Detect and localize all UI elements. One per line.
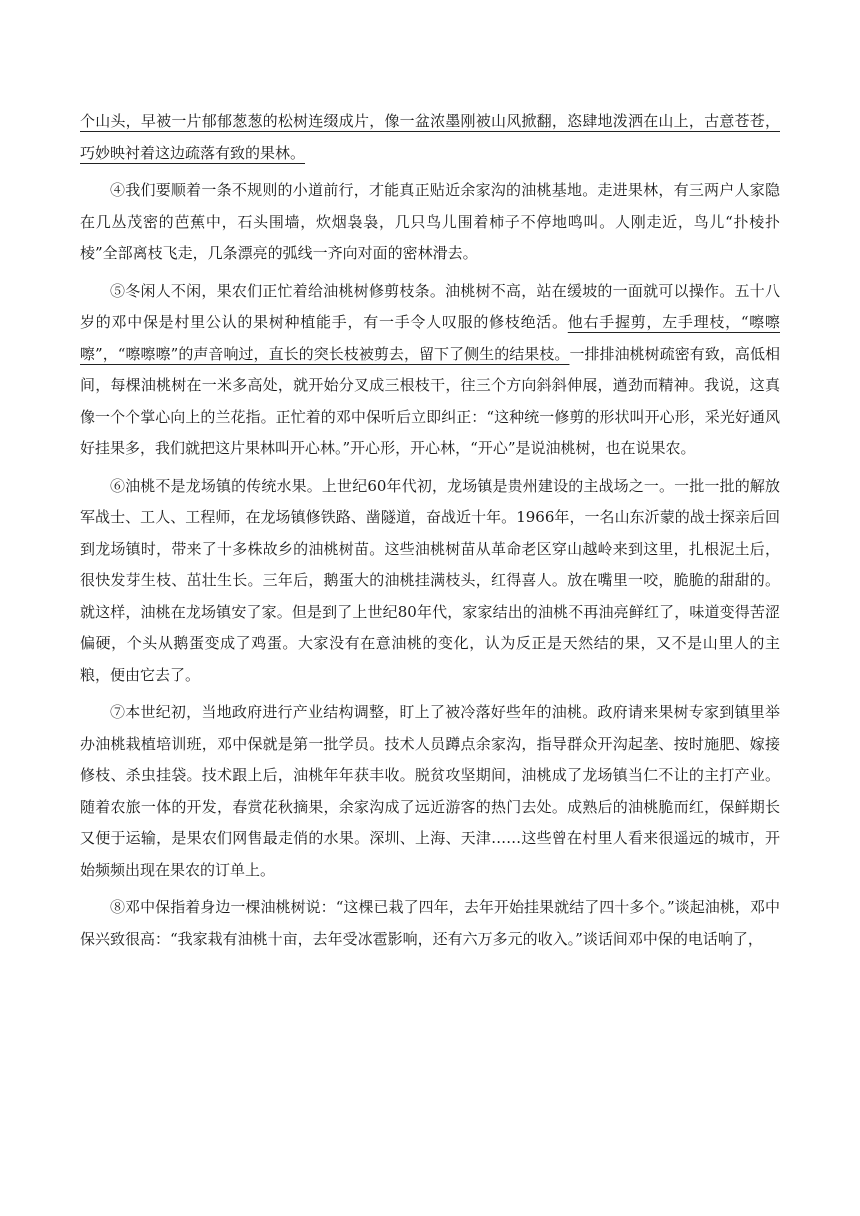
paragraph-text: ④我们要顺着一条不规则的小道前行，才能真正贴近余家沟的油桃基地。走进果林，有三两户人家隐在几丛茂密的芭蕉中，石头围墙，炊烟袅袅，几只鸟儿围着柿子不停地鸣叫。人刚走近，鸟儿“扑棱扑棱”全部离枝飞走，几条漂亮的弧线一齐向对面的密林滑去。 <box>80 181 780 262</box>
paragraph-text-tail: 一排排油桃树疏密有致，高低相间，每棵油桃树在一米多高处，就开始分叉成三根枝干，往三个方向斜斜伸展，遒劲而精神。我说，这真像一个个掌心向上的兰花指。正忙着的邓中保听后立即纠正：“这种统一修剪的形状叫开心形，采光好通风好挂果多，我们就把这片果林叫开心林。”开心形，开心林，“开心”是说油桃树，也在说果农。 <box>80 344 780 457</box>
paragraph-text: ⑥油桃不是龙场镇的传统水果。上世纪60年代初，龙场镇是贵州建设的主战场之一。一批一批的解放军战士、工人、工程师，在龙场镇修铁路、凿隧道，奋战近十年。1966年，一名山东沂蒙的战士探亲后回到龙场镇时，带来了十多株故乡的油桃树苗。这些油桃树苗从革命老区穿山越岭来到这里，扎根泥土后，很快发芽生枝、茁壮生长。三年后，鹅蛋大的油桃挂满枝头，红得喜人。放在嘴里一咬，脆脆的甜甜的。就这样，油桃在龙场镇安了家。但是到了上世纪80年代，家家结出的油桃不再油亮鲜红了，味道变得苦涩偏硬，个头从鹅蛋变成了鸡蛋。大家没有在意油桃的变化，认为反正是天然结的果，又不是山里人的主粮，便由它去了。 <box>80 476 780 684</box>
paragraph-3-continued <box>80 106 780 169</box>
article-body <box>80 106 780 961</box>
paragraph-8 <box>80 892 780 955</box>
paragraph-text: ⑦本世纪初，当地政府进行产业结构调整，盯上了被冷落好些年的油桃。政府请来果树专家到镇里举办油桃栽植培训班，邓中保就是第一批学员。技术人员蹲点余家沟，指导群众开沟起垄、按时施肥、嫁接修枝、杀虫挂袋。技术跟上后，油桃年年获丰收。脱贫攻坚期间，油桃成了龙场镇当仁不让的主打产业。随着农旅一体的开发，春赏花秋摘果，余家沟成了远近游客的热门去处。成熟后的油桃脆而红，保鲜期长又便于运输，是果农们网售最走俏的水果。深圳、上海、天津……这些曾在村里人看来很遥远的城市，开始频频出现在果农的订单上。 <box>80 703 780 879</box>
paragraph-text: ⑧邓中保指着身边一棵油桃树说：“这棵已栽了四年，去年开始挂果就结了四十多个。”谈起油桃，邓中保兴致很高：“我家栽有油桃十亩，去年受冰雹影响，还有六万多元的收入。”谈话间邓中保的电话响了， <box>80 898 780 948</box>
underlined-passage: 他右手握剪，左手理枝，“嚓嚓嚓”，“嚓嚓嚓”的声音响过，直长的突长枝被剪去，留下了侧生的结果枝。 <box>80 313 780 363</box>
paragraph-4 <box>80 175 780 270</box>
underlined-passage: 个山头，早被一片郁郁葱葱的松树连缀成片，像一盆浓墨刚被山风掀翻，恣肆地泼洒在山上，古意苍苍，巧妙映衬着这边疏落有致的果林。 <box>80 112 780 162</box>
paragraph-5 <box>80 276 780 465</box>
paragraph-text: ⑤冬闲人不闲，果农们正忙着给油桃树修剪枝条。油桃树不高，站在缓坡的一面就可以操作。五十八岁的邓中保是村里公认的果树种植能手，有一手令人叹服的修枝绝活。 <box>80 281 780 331</box>
paragraph-7 <box>80 697 780 886</box>
paragraph-6 <box>80 471 780 692</box>
